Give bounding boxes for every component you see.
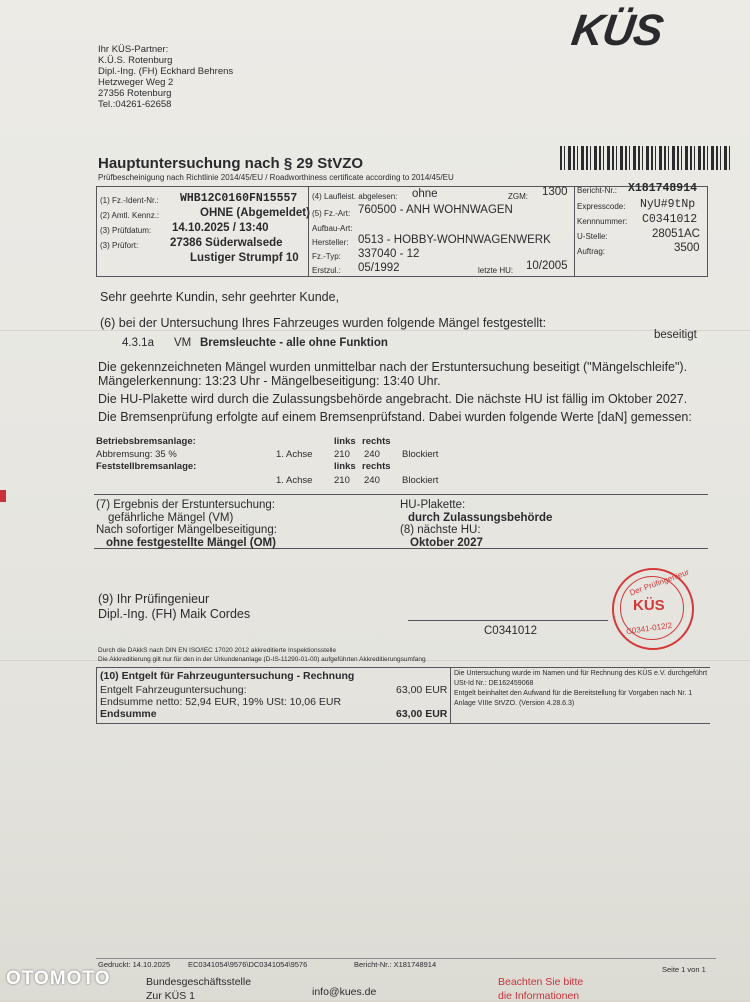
betrieb-rechts: 240 [364,449,380,460]
zgm-label: ZGM: [508,192,528,201]
ergebnis-value: gefährliche Mängel (VM) [108,512,234,524]
fin-label: (1) Fz.-Ident-Nr.: [100,196,159,205]
invoice-endsumme-label: Endsumme [100,708,157,720]
fest-status: Blockiert [402,475,439,486]
defect-text: Bremsleuchte - alle ohne Funktion [200,337,388,349]
pruefort-label: (3) Prüfort: [100,241,139,250]
official-stamp: Der Prüfingenieur KÜS C0341-012/2 [612,568,694,650]
col-rechts: rechts [362,436,391,447]
fahrzeugart-value: 760500 - ANH WOHNWAGEN [358,204,513,216]
footer-gedruckt: Gedruckt: 14.10.2025 [98,960,171,969]
nach-beseitigung-value: ohne festgestellte Mängel (OM) [106,537,276,549]
plakette-label: HU-Plakette: [400,499,466,511]
invoice-endsumme-value: 63,00 EUR [396,708,448,720]
expresscode-label: Expresscode: [577,202,626,211]
pruefdatum-label: (3) Prüfdatum: [100,226,152,235]
partner-person: Dipl.-Ing. (FH) Eckhard Behrens [98,66,234,77]
auftrag-value: 3500 [674,242,700,254]
partner-label: Ihr KÜS-Partner: [98,44,169,55]
otomoto-watermark: OTOMOTO [6,968,111,989]
betriebsbremse-label: Betriebsbremsanlage: [96,436,196,447]
fahrzeugtyp-label: Fz.-Typ: [312,252,341,261]
document-subtitle: Prüfbescheinigung nach Richtlinie 2014/45/EU / Roadworthiness certificate according to 2014/45/EU [98,173,454,182]
hersteller-value: 0513 - HOBBY-WOHNWAGENWERK [358,234,551,246]
invoice-note-3: Entgelt beinhaltet den Aufwand für die Bereitstellung für Vorgaben nach Nr. 1 [454,690,693,697]
invoice-title: (10) Entgelt für Fahrzeuguntersuchung - Rechnung [100,670,355,682]
bericht-value: X181748914 [628,182,698,195]
footer-bericht: Bericht-Nr.: X181748914 [354,960,437,969]
barcode-image [560,146,730,170]
pruefingenieur-label: (9) Ihr Prüfingenieur [98,592,210,606]
paragraph-plakette: Die HU-Plakette wird durch die Zulassungsbehörde angebracht. Die nächste HU ist fällig im Oktober 2027. [98,392,688,406]
fest-achse: 1. Achse [276,475,313,486]
partner-street: Hetzweger Weg 2 [98,77,174,88]
fold-marker [0,490,6,502]
col-links: links [334,436,356,447]
footer-email[interactable]: info@kues.de [312,986,377,998]
zgm-value: 1300 [542,186,568,198]
invoice-note-2: USt-Id Nr.: DE162459068 [454,680,534,687]
footer-codes: EC0341054\9576\DC0341054\9576 [188,960,308,969]
abbremsung: Abbremsung: 35 % [96,449,177,460]
fahrzeugtyp-value: 337040 - 12 [358,248,420,260]
col-rechts-2: rechts [362,461,391,472]
hersteller-label: Hersteller: [312,238,349,247]
pruefort-line2: Lustiger Strumpf 10 [190,252,299,264]
laufleistung-label: (4) Laufleist. abgelesen: [312,192,398,201]
paragraph-bremsen: Die Bremsenprüfung erfolgte auf einem Bremsenprüfstand. Dabei wurden folgende Werte [daN] gemessen: [98,410,692,424]
partner-name: K.Ü.S. Rotenburg [98,55,173,66]
kennzeichen-label: (2) Amtl. Kennz.: [100,211,160,220]
plakette-value: durch Zulassungsbehörde [408,512,553,524]
kennnummer-value: C0341012 [642,213,698,226]
invoice-entgelt-value: 63,00 EUR [396,684,448,696]
document-title: Hauptuntersuchung nach § 29 StVZO [98,155,364,172]
laufleistung-value: ohne [412,188,438,200]
partner-city: 27356 Rotenburg [98,88,172,99]
footer-org-line1: Bundesgeschäftsstelle [146,976,252,988]
auftrag-label: Auftrag: [577,247,606,256]
defect-class: VM [174,337,192,349]
naechste-hu-value: Oktober 2027 [410,537,483,549]
defects-intro: (6) bei der Untersuchung Ihres Fahrzeuges wurden folgende Mängel festgestellt: [100,316,547,330]
naechste-hu-label: (8) nächste HU: [400,524,481,536]
erstzulassung-label: Erstzul.: [312,266,341,275]
aufbauart-label: Aufbau-Art: [312,224,353,233]
letzte-hu-label: letzte HU: [478,266,514,275]
fest-rechts: 240 [364,475,380,486]
col-links-2: links [334,461,356,472]
invoice-note-1: Die Untersuchung wurde im Namen und für Rechnung des KÜS e.V. durchgeführt [454,670,708,677]
nach-beseitigung-label: Nach sofortiger Mängelbeseitigung: [96,524,277,536]
pruefingenieur-name: Dipl.-Ing. (FH) Maik Cordes [98,607,251,621]
bericht-label: Bericht-Nr.: [577,186,618,195]
fin-value: WHB12C0160FN15557 [180,192,298,205]
kues-logo: KÜS [568,6,666,55]
ustelle-label: U-Stelle: [577,232,608,241]
paragraph-maengelzeiten: Mängelerkennung: 13:23 Uhr - Mängelbeseitigung: 13:40 Uhr. [98,374,441,388]
pruefdatum-value: 14.10.2025 / 13:40 [172,222,269,234]
invoice-entgelt-label: Entgelt Fahrzeuguntersuchung: [100,684,247,696]
betrieb-links: 210 [334,449,350,460]
ergebnis-label: (7) Ergebnis der Erstuntersuchung: [96,499,275,511]
partner-phone: Tel.:04261-62658 [98,99,172,110]
accreditation-line2: Die Akkreditierung gilt nur für den in der Urkundenanlage (D-IS-11290-01-00) aufgeführten Akkreditierungsumfang [98,656,426,663]
betrieb-status: Blockiert [402,449,439,460]
expresscode-value: NyU#9tNp [640,198,696,211]
fahrzeugart-label: (5) Fz.-Art: [312,209,351,218]
erstzulassung-value: 05/1992 [358,262,400,274]
pruefer-kennnummer: C0341012 [484,625,538,637]
footer-note-line2: die Informationen [498,990,580,1002]
ustelle-value: 28051AC [652,228,700,240]
footer-note-line1: Beachten Sie bitte [498,976,584,988]
footer-seite: Seite 1 von 1 [662,965,706,974]
defect-code: 4.3.1a [122,337,154,349]
footer-org-line2: Zur KÜS 1 [146,990,196,1002]
paragraph-maengelschleife: Die gekennzeichneten Mängel wurden unmittelbar nach der Erstuntersuchung beseitigt ("Mängelschleife"). [98,360,688,374]
kennnummer-label: Kennnummer: [577,217,628,226]
letzte-hu-value: 10/2005 [526,260,568,272]
greeting: Sehr geehrte Kundin, sehr geehrter Kunde, [100,290,340,304]
kennzeichen-value: OHNE (Abgemeldet) [200,207,310,219]
invoice-note-4: Anlage VIIIe StVZO. (Version 4.28.6.3) [454,700,575,707]
accreditation-line1: Durch die DAkkS nach DIN EN ISO/IEC 17020 2012 akkreditierte Inspektionsstelle [98,647,337,654]
pruefort-line1: 27386 Süderwalsede [170,237,283,249]
invoice-netto: Endsumme netto: 52,94 EUR, 19% USt: 10,06 EUR [100,696,342,708]
betrieb-achse: 1. Achse [276,449,313,460]
beseitigt-label: beseitigt [654,329,697,341]
feststellbremse-label: Feststellbremsanlage: [96,461,197,472]
fest-links: 210 [334,475,350,486]
